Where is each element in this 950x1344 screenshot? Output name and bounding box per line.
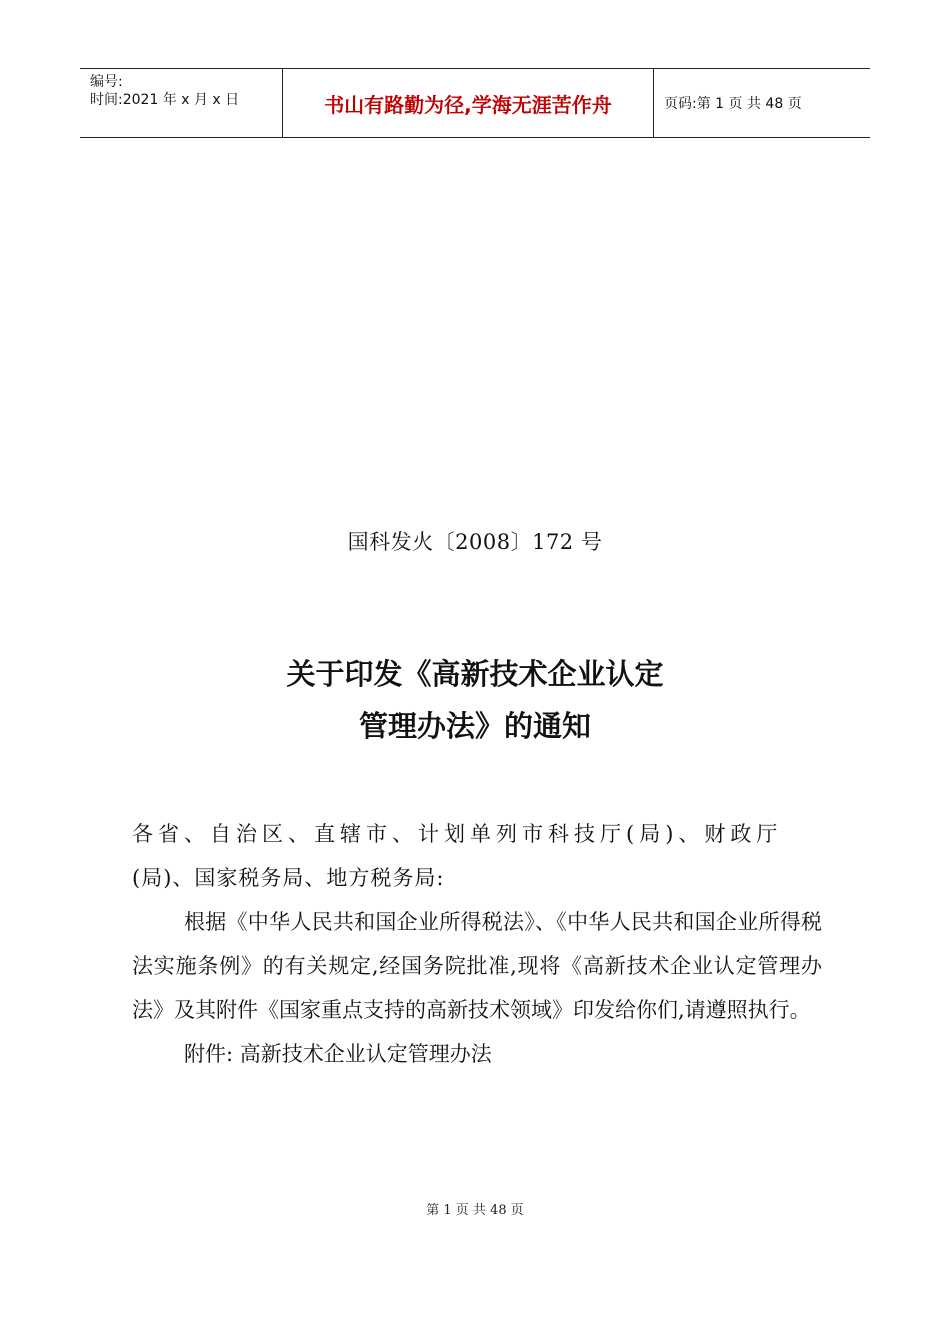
header-page-info: 页码:第 1 页 共 48 页: [664, 96, 802, 112]
document-number: 国科发火〔2008〕172 号: [347, 530, 603, 554]
document-title: [0, 648, 950, 752]
page-footer: 第 1 页 共 48 页: [426, 1203, 524, 1218]
number-label: 编号:: [90, 74, 123, 90]
header-motto: 书山有路勤为径,学海无涯苦作舟: [282, 69, 654, 137]
header-meta: [80, 69, 282, 137]
addressee-line-1: 各省、自治区、直辖市、计划单列市科技厅(局)、财政厅: [132, 822, 783, 846]
page-header: [80, 68, 870, 138]
attachment-line: 附件: 高新技术企业认定管理办法: [184, 1042, 492, 1066]
title-line-2: 管理办法》的通知: [358, 709, 591, 743]
body-paragraph: 根据《中华人民共和国企业所得税法》、《中华人民共和国企业所得税法实施条例》的有关规定,经国务院批准,现将《高新技术企业认定管理办法》及其附件《国家重点支持的高新技术领域》印发给你们,请遵照执行。: [132, 910, 822, 1022]
title-line-1: 关于印发《高新技术企业认定: [286, 657, 664, 691]
addressee-line-2: (局)、国家税务局、地方税务局:: [132, 866, 445, 890]
document-body: [132, 812, 822, 1076]
time-label: 时间:2021 年 x 月 x 日: [90, 92, 240, 108]
